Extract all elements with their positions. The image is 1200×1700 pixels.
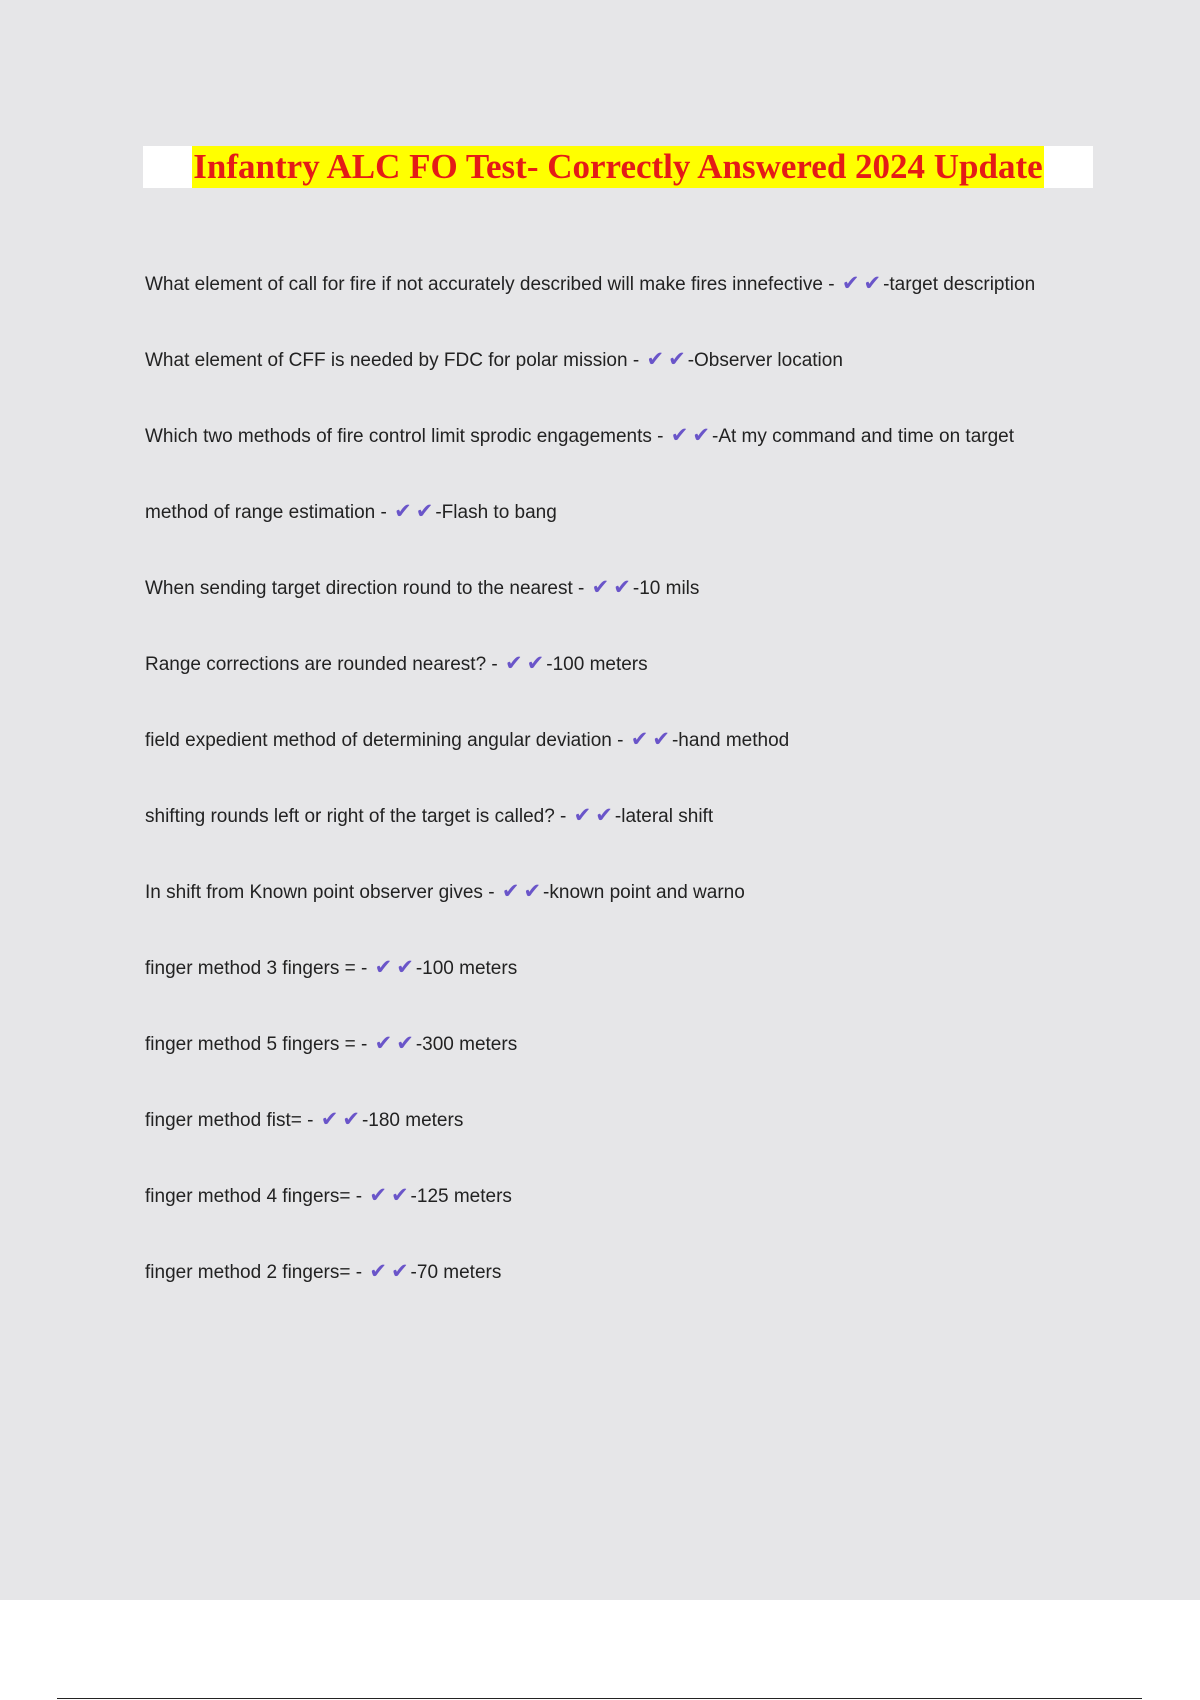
- answer-text: -180 meters: [361, 1110, 464, 1131]
- qa-item: [145, 635, 1075, 693]
- qa-item: [145, 255, 1075, 313]
- qa-item: [145, 787, 1075, 845]
- question-text: finger method 2 fingers= -: [145, 1262, 363, 1283]
- question-text: method of range estimation -: [145, 502, 387, 523]
- check-mark-icon: ✔: [841, 271, 860, 295]
- qa-item: [145, 331, 1075, 389]
- question-text: In shift from Known point observer gives -: [145, 882, 495, 903]
- question-text: When sending target direction round to the nearest -: [145, 578, 585, 599]
- qa-item: [145, 559, 1075, 617]
- check-mark-icon: ✔: [652, 727, 670, 751]
- question-text: finger method 5 fingers = -: [145, 1034, 368, 1055]
- document-title-bar: [143, 146, 1093, 188]
- question-text: finger method 3 fingers = -: [145, 958, 368, 979]
- check-mark-icon: ✔: [369, 1259, 387, 1283]
- qa-item: [145, 711, 1075, 769]
- answer-text: -At my command and time on target: [712, 426, 1015, 447]
- check-mark-icon: ✔: [505, 651, 523, 675]
- check-mark-icon: ✔: [692, 423, 710, 447]
- check-mark-icon: ✔: [595, 803, 613, 827]
- check-mark-icon: ✔: [670, 423, 689, 447]
- qa-item: [145, 1167, 1075, 1225]
- question-text: finger method 4 fingers= -: [145, 1186, 363, 1207]
- question-text: What element of call for fire if not accurately described will make fires innefective -: [145, 274, 835, 295]
- check-mark-icon: ✔: [396, 1031, 414, 1055]
- question-text: Which two methods of fire control limit sprodic engagements -: [145, 426, 664, 447]
- question-text: Range corrections are rounded nearest? -: [145, 654, 498, 675]
- check-mark-icon: ✔: [415, 499, 434, 523]
- qa-item: [145, 1015, 1075, 1073]
- check-mark-icon: ✔: [390, 1259, 409, 1283]
- question-text: finger method fist= -: [145, 1110, 314, 1131]
- question-text: field expedient method of determining angular deviation -: [145, 730, 624, 751]
- answer-text: -hand method: [671, 730, 790, 751]
- answer-text: -lateral shift: [614, 806, 714, 827]
- check-mark-icon: ✔: [646, 347, 665, 371]
- answer-text: -10 mils: [632, 578, 700, 599]
- check-mark-icon: ✔: [320, 1107, 339, 1131]
- qa-list: [145, 255, 1075, 1319]
- question-text: shifting rounds left or right of the target is called? -: [145, 806, 567, 827]
- answer-text: -Observer location: [687, 350, 843, 371]
- check-mark-icon: ✔: [863, 271, 882, 295]
- check-mark-icon: ✔: [394, 499, 412, 523]
- page-footer-divider: [57, 1698, 1142, 1699]
- qa-item: [145, 939, 1075, 997]
- answer-text: -300 meters: [415, 1034, 518, 1055]
- qa-item: [145, 483, 1075, 541]
- answer-text: -100 meters: [415, 958, 518, 979]
- check-mark-icon: ✔: [573, 803, 592, 827]
- qa-item: [145, 407, 1075, 465]
- check-mark-icon: ✔: [369, 1183, 387, 1207]
- document-title: Infantry ALC FO Test- Correctly Answered 2024 Update: [193, 147, 1043, 186]
- check-mark-icon: ✔: [523, 879, 542, 903]
- answer-text: -100 meters: [546, 654, 648, 675]
- answer-text: -70 meters: [410, 1262, 502, 1283]
- check-mark-icon: ✔: [374, 1031, 393, 1055]
- check-mark-icon: ✔: [668, 347, 686, 371]
- question-text: What element of CFF is needed by FDC for polar mission -: [145, 350, 640, 371]
- check-mark-icon: ✔: [526, 651, 545, 675]
- qa-item: [145, 1091, 1075, 1149]
- check-mark-icon: ✔: [374, 955, 393, 979]
- check-mark-icon: ✔: [591, 575, 610, 599]
- check-mark-icon: ✔: [613, 575, 631, 599]
- check-mark-icon: ✔: [390, 1183, 409, 1207]
- check-mark-icon: ✔: [501, 879, 520, 903]
- check-mark-icon: ✔: [342, 1107, 360, 1131]
- answer-text: -Flash to bang: [435, 502, 557, 523]
- qa-item: [145, 1243, 1075, 1301]
- answer-text: -known point and warno: [543, 882, 745, 903]
- check-mark-icon: ✔: [396, 955, 414, 979]
- answer-text: -125 meters: [410, 1186, 512, 1207]
- answer-text: -target description: [883, 274, 1036, 295]
- check-mark-icon: ✔: [630, 727, 649, 751]
- qa-item: [145, 863, 1075, 921]
